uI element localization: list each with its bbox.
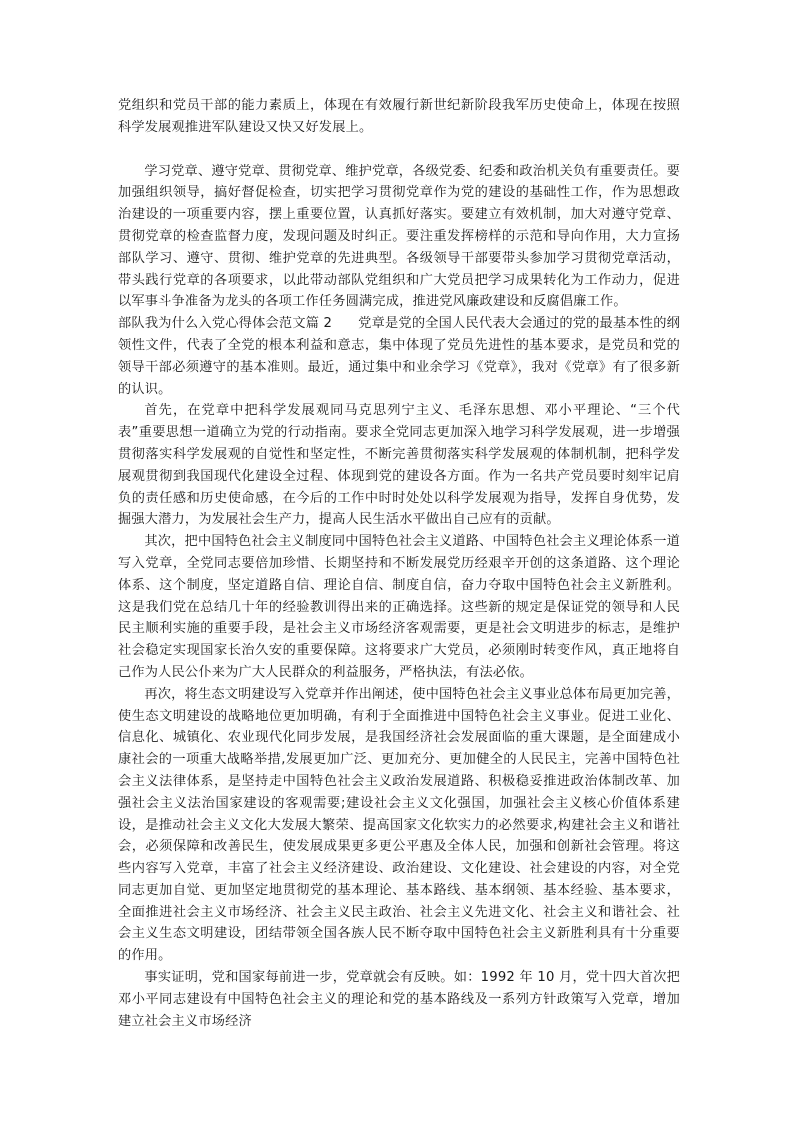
paragraph-gap xyxy=(118,139,680,161)
document-page xyxy=(118,95,680,1032)
section-title: 部队我为什么入党心得体会范文篇 2 xyxy=(118,316,333,332)
paragraph-2: 学习党章、遵守党章、贯彻党章、维护党章，各级党委、纪委和政治机关负有重要责任。要加强组织领导，搞好督促检查，切实把学习贯彻党章作为党的建设的基础性工作，作为思想政治建设的一项重要内容，摆上重要位置，认真抓好落实。要建立有效机制，加大对遵守党章、贯彻党章的检查监督力度，发现问题及时纠正。要注重发挥榜样的示范和导向作用，大力宣扬部队学习、遵守、贯彻、维护党章的先进典型。各级领导干部要带头参加学习贯彻党章活动，带头践行党章的各项要求，以此带动部队党组织和广大党员把学习成果转化为工作动力，促进以军事斗争准备为龙头的各项工作任务圆满完成，推进党风廉政建设和反腐倡廉工作。 xyxy=(118,163,680,310)
paragraph-3 xyxy=(118,313,680,400)
paragraph-6: 再次，将生态文明建设写入党章并作出阐述，使中国特色社会主义事业总体布局更加完善，使生态文明建设的战略地位更加明确，有利于全面推进中国特色社会主义事业。促进工业化、信息化、城镇化、农业现代化同步发展，是我国经济社会发展面临的重大课题，是全面建成小康社会的一项重大战略举措,发展更加广泛、更加充分、更加健全的人民民主，完善中国特色社会主义法律体系，是坚持走中国特色社会主义政治发展道路、积极稳妥推进政治体制改革、加强社会主义法治国家建设的客观需要;建设社会主义文化强国，加强社会主义核心价值体系建设，是推动社会主义文化大发展大繁荣、提高国家文化软实力的必然要求,构建社会主义和谐社会，必须保障和改善民生，使发展成果更多更公平惠及全体人民，加强和创新社会管理。将这些内容写入党章，丰富了社会主义经济建设、政治建设、文化建设、社会建设的内容，对全党同志更加自觉、更加坚定地贯彻党的基本理论、基本路线、基本纲领、基本经验、基本要求，全面推进社会主义市场经济、社会主义民主政治、社会主义先进文化、社会主义和谐社会、社会主义生态文明建设，团结带领全国各族人民不断夺取中国特色社会主义新胜利具有十分重要的作用。 xyxy=(118,686,680,964)
paragraph-5: 其次，把中国特色社会主义制度同中国特色社会主义道路、中国特色社会主义理论体系一道写入党章，全党同志要倍加珍惜、长期坚持和不断发展党历经艰辛开创的这条道路、这个理论体系、这个制度，坚定道路自信、理论自信、制度自信，奋力夺取中国特色社会主义新胜利。这是我们党在总结几十年的经验教训得出来的正确选择。这些新的规定是保证党的领导和人民民主顺利实施的重要手段，是社会主义市场经济客观需要，更是社会文明进步的标志，是维护社会稳定实现国家长治久安的重要保障。这将要求广大党员，必须刚时转变作风，真正地将自己作为人民公仆来为广大人民群众的利益服务，严格执法，有法必依。 xyxy=(118,534,680,680)
section-intro: 党章是党的全国人民代表大会通过的党的最基本性的纲领性文件，代表了全党的根本利益和意志，集中体现了党员先进性的基本要求，是党员和党的领导干部必须遵守的基本准则。最近，通过集中和业余学习《党章》，我对《党章》有了很多新的认识。 xyxy=(118,316,680,397)
paragraph-1: 党组织和党员干部的能力素质上，体现在有效履行新世纪新阶段我军历史使命上，体现在按照科学发展观推进军队建设又快又好发展上。 xyxy=(118,98,680,135)
paragraph-7: 事实证明，党和国家每前进一步，党章就会有反映。如：1992 年 10 月，党十四大首次把邓小平同志建设有中国特色社会主义的理论和党的基本路线及一系列方针政策写入党章，增加建立社会主义市场经济 xyxy=(118,970,680,1029)
paragraph-4: 首先，在党章中把科学发展观同马克思列宁主义、毛泽东思想、邓小平理论、“三个代表”重要思想一道确立为党的行动指南。要求全党同志更加深入地学习科学发展观，进一步增强贯彻落实科学发展观的自觉性和坚定性，不断完善贯彻落实科学发展观的体制机制，把科学发展观贯彻到我国现代化建设全过程、体现到党的建设各方面。作为一名共产党员要时刻牢记肩负的责任感和历史使命感，在今后的工作中时时处处以科学发展观为指导，发挥自身优势，发掘强大潜力，为发展社会生产力，提高人民生活水平做出自己应有的贡献。 xyxy=(118,403,680,528)
